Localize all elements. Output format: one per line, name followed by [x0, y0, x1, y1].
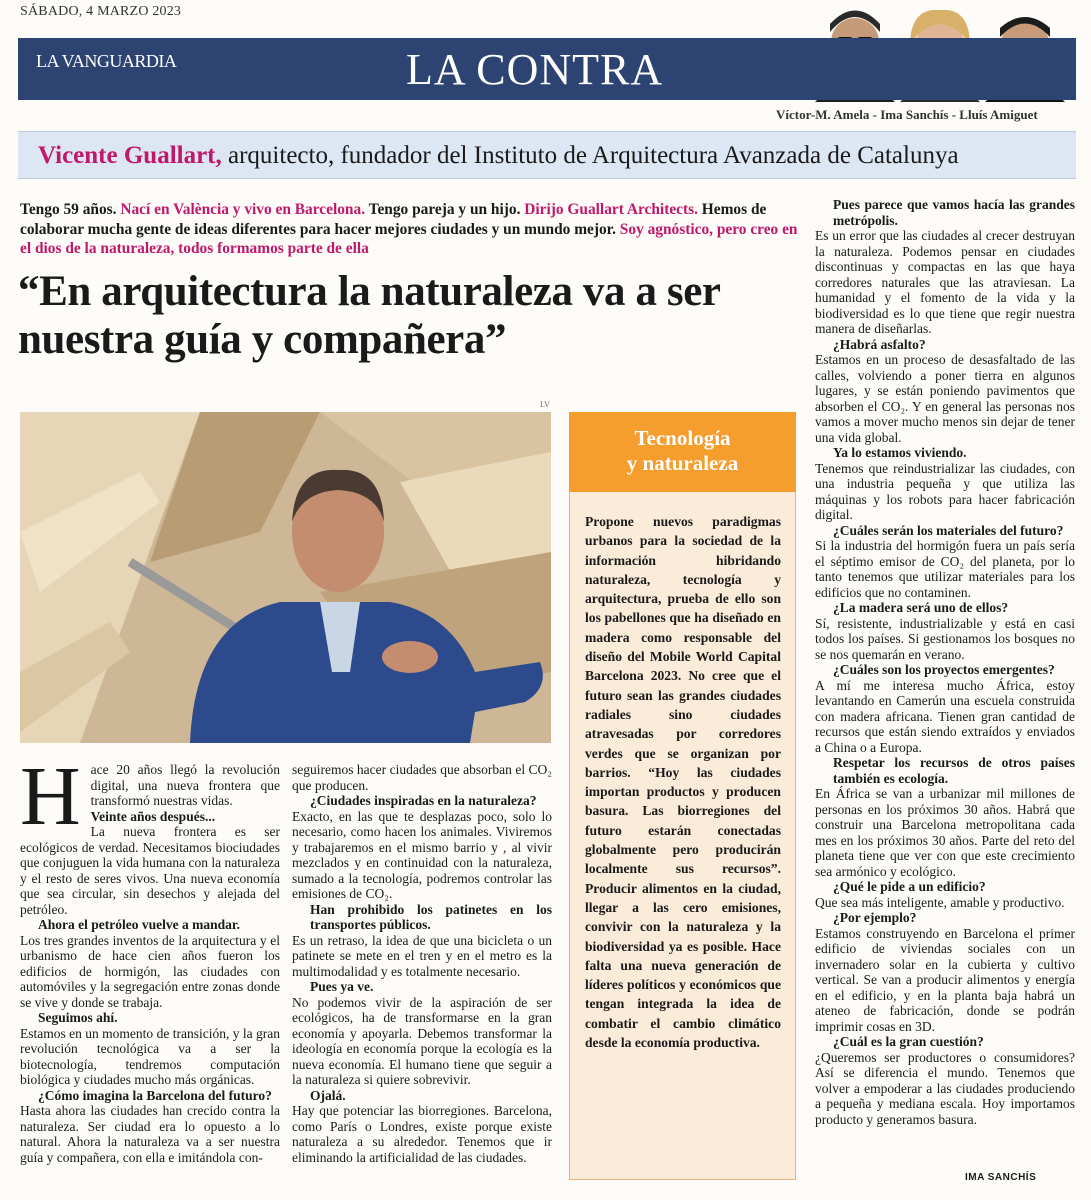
author-signature: IMA SANCHÍS: [965, 1172, 1037, 1183]
article-column-2: [292, 762, 552, 1165]
intro-company: Dirijo Guallart Architects.: [524, 201, 698, 218]
answer: No podemos vivir de la aspiración de ser ecológicos, ha de transformarse en la gran economía y apoyarla. Debemos transformar la ideología en economía porque la ecología es la nueva economía. El humano tiene que seguir a la naturaleza si quiere sobrevivir.: [292, 994, 552, 1087]
question: Veinte años después...: [90, 808, 216, 824]
answer: Tenemos que reindustrializar las ciudades, con una industria pequeña y que utiliza las máquinas y los robots para hacer fabricación digital.: [815, 460, 1075, 522]
answer: Sí, resistente, industrializable y está en casi todos los países. Si gestionamos los bosques no se nos quemarán en verano.: [815, 615, 1075, 662]
headline-quote: “En arquitectura la naturaleza va a ser nuestra guía y compañera”: [18, 268, 720, 363]
drop-cap: H: [20, 750, 81, 843]
interviewee-role: arquitecto, fundador del Instituto de Arquitectura Avanzada de Catalunya: [221, 142, 959, 169]
question: Han prohibido los patinetes en los transportes públicos.: [310, 901, 552, 932]
question: Ahora el petróleo vuelve a mandar.: [38, 917, 240, 932]
question: Ya lo estamos viviendo.: [833, 445, 967, 460]
question: ¿Cuáles son los proyectos emergentes?: [833, 662, 1055, 677]
intro-belief: Soy agnóstico, pero creo en el dios de la naturaleza, todos formamos parte de ella: [20, 220, 798, 257]
question: Respetar los recursos de otros países también es ecología.: [833, 755, 1075, 786]
question: Seguimos ahí.: [38, 1010, 118, 1025]
article-column-3: [815, 197, 1075, 1127]
intro-family: Tengo pareja y un hijo.: [365, 201, 525, 218]
question: ¿Ciudades inspiradas en la naturaleza?: [310, 793, 537, 808]
answer: Hasta ahora las ciudades han crecido contra la naturaleza. Ser ciudad era lo opuesto a lo natural. Ahora la naturaleza va a ser nuestra guía y compañera, con ella e imitándola con-: [20, 1103, 280, 1165]
answer: Es un retraso, la idea de que una bicicleta o un patinete se mete en el tren y en el metro es la multimodalidad y es totalmente necesario.: [292, 932, 552, 979]
photo-credit: LV: [540, 400, 550, 409]
answer: Estamos en un momento de transición, y la gran revolución tecnológica va a ser la biotecnología, tendremos computación biológica y ciudades mucho más orgánicas.: [20, 1025, 280, 1087]
answer: Es un error que las ciudades al crecer destruyan la naturaleza. Podemos pensar en ciudades discontinuas y compactas en las que haya corredores naturales que las atraviesan. La humanidad y el fomento de la vida y la biodiversidad es lo que tiene que regir nuestra manera de diseñarlas.: [815, 228, 1075, 336]
question: Pues ya ve.: [310, 979, 374, 994]
intro-motto: Hemos de colaborar mucha gente de ideas diferentes para hacer mejores ciudades y un mundo mejor.: [20, 201, 767, 238]
section-authors: Víctor-M. Amela - Ima Sanchís - Lluís Amiguet: [776, 107, 1038, 122]
question: ¿Qué le pide a un edificio?: [833, 879, 986, 894]
intro-paragraph: [20, 200, 800, 259]
answer: Que sea más inteligente, amable y productivo.: [815, 894, 1065, 910]
question: ¿Cuál es la gran cuestión?: [833, 1034, 984, 1049]
intro-age: Tengo 59 años.: [20, 201, 121, 218]
answer: Hay que potenciar las biorregiones. Barcelona, como París o Londres, existe porque existe naturaleza a su alrededor. Tenemos que ir eliminando la artificialidad de las ciudades.: [292, 1103, 552, 1165]
question: ¿La madera será uno de ellos?: [833, 600, 1009, 615]
interviewee-name: Vicente Guallart,: [38, 142, 222, 169]
answer: Estamos en un proceso de desasfaltado de las calles, volviendo a poner tierra en algunos lugares, y se están poniendo pavimentos que absorben el CO₂. Y en general las personas nos vamos a mover mucho menos sin dejar de tener una vida global.: [815, 352, 1075, 445]
intro-birthplace: Nací en València y vivo en Barcelona.: [120, 201, 366, 218]
question: ¿Cómo imagina la Barcelona del futuro?: [38, 1087, 272, 1103]
answer: A mí me interesa mucho África, estoy levantando en Camerún una escuela construida con madera africana. Tienen gran cantidad de recursos que están siendo extraídos y enviados a China o a Europa.: [815, 677, 1075, 755]
answer: ace 20 años llegó la revolución digital, una nueva frontera que transformó nuestras vidas.: [90, 762, 280, 808]
portrait-photo: [20, 412, 551, 743]
answer: ¿Queremos ser productores o consumidores? Así se diferencia el mundo. Tenemos que volver a empoderar a las ciudades produciendo a pequeña y mediana escala. Hoy importamos producto y generamos basura.: [815, 1049, 1075, 1127]
answer: La nueva frontera es ser ecológicos de verdad. Necesitamos biociudades que conjuguen la vida humana con la naturaleza y el resto de seres vivos. Una nueva economía que sea circular, sin desechos y alejada del petróleo.: [20, 824, 280, 917]
question: Ojalá.: [310, 1087, 346, 1103]
section-title: LA CONTRA: [406, 45, 664, 94]
answer: En África se van a urbanizar mil millones de personas en los próximos 30 años. Habrá que construir una Barcelona metropolitana cada mes en los próximos 30 años. Parte del reto del planeta tiene que ver con que este crecimiento sea armónico y ecológico.: [815, 786, 1075, 879]
answer: Si la industria del hormigón fuera un país sería el séptimo emisor de CO₂ del planeta, por lo tanto tenemos que utilizar materiales para los edificios que no contaminen.: [815, 538, 1075, 600]
answer: seguiremos hacer ciudades que absorban el CO₂ que producen.: [292, 762, 552, 793]
article-column-1: [20, 750, 280, 1165]
interviewee-line: [38, 142, 959, 170]
issue-date: SÁBADO, 4 MARZO 2023: [20, 4, 182, 19]
sidebar-title: [569, 426, 796, 476]
question: Pues parece que vamos hacía las grandes metrópolis.: [833, 197, 1075, 228]
question: ¿Por ejemplo?: [833, 910, 917, 925]
answer: Exacto, en las que te desplazas poco, solo lo necesario, como hacen los animales. Viviremos y trabajaremos en el mismo barrio y , al vivir mezclados y en continuidad con la naturaleza, sumado a la tecnología, podremos controlar las emisiones de CO₂.: [292, 808, 552, 901]
newspaper-logo: LA VANGUARDIA: [36, 51, 177, 71]
question: ¿Cuáles serán los materiales del futuro?: [833, 522, 1064, 538]
answer: Los tres grandes inventos de la arquitectura y el urbanismo de hace cien años fueron los edificios de hormigón, las ciudades con automóviles y la segregación entre zonas donde se vive y donde se trabaja.: [20, 932, 280, 1010]
sidebar-title-line2: y naturaleza: [626, 451, 739, 475]
answer: Estamos construyendo en Barcelona el primer edificio de viviendas sociales con un invernadero solar en la cubierta y cultivo vertical. Se van a producir alimentos y energía en el edificio, y en la planta baja habrá un ateneo de fabricación, donde se podrán imprimir cosas en 3D.: [815, 925, 1075, 1034]
sidebar-title-line1: Tecnología: [634, 426, 731, 450]
sidebar-text: Propone nuevos paradigmas urbanos para la sociedad de la información hibridando naturaleza, tecnología y arquitectura, prueba de ello son los pabellones que ha diseñado en madera como responsable del diseño del Mobile World Capital Barcelona 2023. No cree que el futuro sean las grandes ciudades radiales sino ciudades atravesadas por corredores verdes que se organizan por barrios. “Hoy las ciudades importan productos y producen basura. Las biorregiones del futuro estarán conectadas globalmente pero producirán localmente sus recursos”. Producir alimentos en la ciudad, llegar a las cero emisiones, convivir con la naturaleza y la biodiversidad ya es posible. Hace falta una nueva generación de líderes políticos y económicos que tengan integrada la idea de combatir el cambio climático desde la economía productiva.: [585, 514, 781, 1051]
question: ¿Habrá asfalto?: [833, 336, 926, 352]
